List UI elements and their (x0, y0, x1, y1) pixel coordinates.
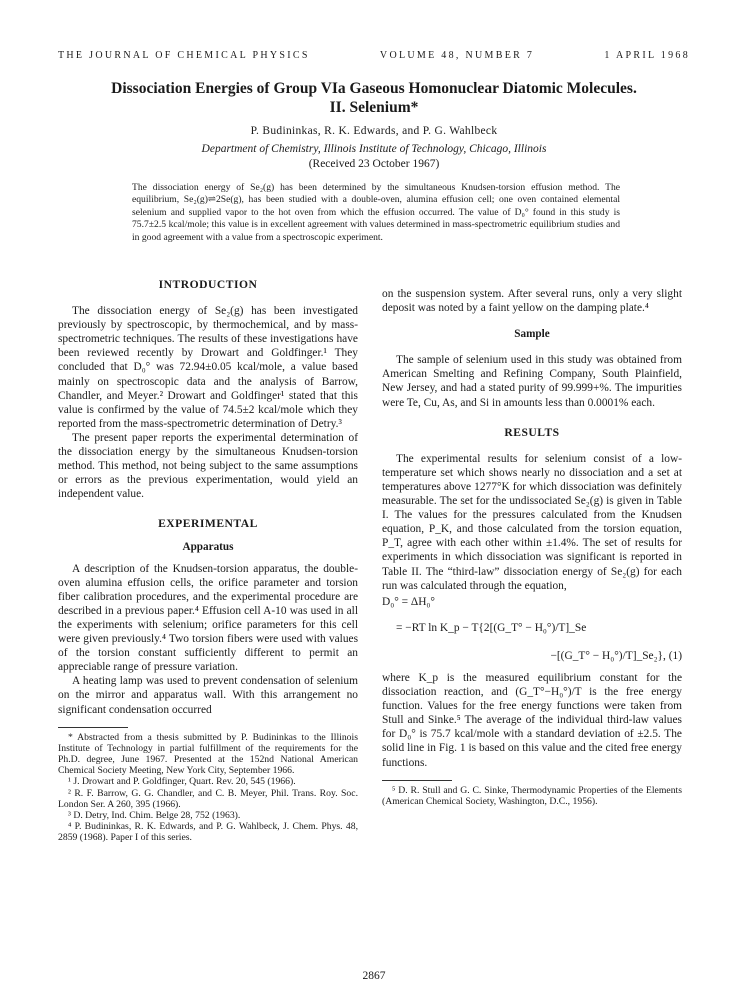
footnote-3: ³ D. Detry, Ind. Chim. Belge 28, 752 (1963). (68, 810, 241, 822)
equation-line-1: D₀° = ΔH₀° (382, 595, 435, 608)
left-column (58, 278, 358, 844)
apparatus-paragraph-1: A description of the Knudsen-torsion apparatus, the double-oven alumina effusion cells, the orifice parameter and torsion fiber calibration procedures, and the experimental procedure are described in a previous paper.⁴ Effusion cell A-10 was used in all the experiments with selenium; orifice parameters for this cell were given previously.⁴ Two torsion fibers were used with values of the torsion constant sufficiently different to permit an appreciable range of pressure variation. (58, 562, 358, 674)
footnote-rule-right (382, 780, 452, 781)
heading-introduction: INTRODUCTION (158, 278, 258, 291)
journal-name: THE JOURNAL OF CHEMICAL PHYSICS (58, 50, 310, 61)
results-paragraph-1: The experimental results for selenium consist of a low-temperature set which shows nearly no dissociation and a set at temperatures above 1277°K for which dissociation was definitely measurable. The set for the undissociated Se₂(g) is given in Table I. The values for the pressures calculated from the Knudsen equation, P_K, and those calculated from the torsion equation, P_T, agree with each other within ±1.4%. The set of results for experiments in which dissociation was significant is reported in Table II. The “third-law” dissociation energy of Se₂(g) for each run was calculated through the equation, (382, 452, 682, 592)
apparatus-paragraph-2: A heating lamp was used to prevent condensation of selenium on the mirror and apparatus wall. With this arrangement no significant condensation occurred (58, 675, 358, 716)
footnote-star: * Abstracted from a thesis submitted by P. Budininkas to the Illinois Institute of Technology in partial fulfillment of the requirements for the Ph.D. degree, June 1967. Presented at the 152nd National American Chemical Society Meeting, New York City, September 1966. (58, 731, 358, 777)
intro-paragraph-2: The present paper reports the experimental determination of the dissociation energy by the simultaneous Knudsen-torsion method. This method, not being subject to the same assumptions or errors as the previous experimentation, would yield an independent value. (58, 431, 358, 501)
title-line-2: II. Selenium* (329, 99, 419, 116)
abstract-text: The dissociation energy of Se₂(g) has been determined by the simultaneous Knudsen-torsion effusion method. The equilibrium, Se₂(g)⇌2Se(g), has been studied with a double-oven, alumina effusion cell; one oven contained elemental selenium and supplied vapor to the hot oven from which the effusion occurred. The value of D₀° found in this study is 75.7±2.5 kcal/mole; this value is in excellent agreement with values determined in mass-spectrometric equilibrium studies and in good agreement with a value from a spectroscopic experiment. (132, 182, 620, 243)
volume-issue: VOLUME 48, NUMBER 7 (379, 50, 535, 61)
footnotes-right (382, 785, 682, 807)
right-column (382, 287, 682, 807)
equation-line-3: −[(G_T° − H₀°)/T]_Se₂}, (1) (550, 649, 682, 662)
intro-paragraph-1: The dissociation energy of Se₂(g) has been investigated previously by spectroscopic, by thermochemical, and by mass-spectrometric techniques. The results of these investigations have been reviewed recently by Drowart and Goldfinger.¹ They concluded that D₀° was 72.94±0.05 kcal/mole, a value based mainly on spectroscopic data and the analysis of Barrow, Chandler, and Meyer.² Drowart and Goldfinger¹ stated that this value is confirmed by the value of 74.5±2 kcal/mole which they reported from the mass-spectrometric determination of Detry.³ (58, 305, 358, 430)
equation-line-2: = −RT ln K_p − T{2[(G_T° − H₀°)/T]_Se (396, 621, 587, 634)
abstract (132, 182, 620, 244)
equation-1 (382, 595, 682, 663)
author-list: P. Budininkas, R. K. Edwards, and P. G. Wahlbeck (250, 125, 498, 137)
heading-apparatus: Apparatus (182, 540, 234, 553)
footnote-4: ⁴ P. Budininkas, R. K. Edwards, and P. G. Wahlbeck, J. Chem. Phys. 48, 2859 (1968). Paper I of this series. (58, 821, 358, 844)
footnote-2: ² R. F. Barrow, G. G. Chandler, and C. B. Meyer, Phil. Trans. Roy. Soc. London Ser. A 260, 395 (1966). (58, 787, 358, 810)
running-head (58, 50, 690, 61)
footnote-1: ¹ J. Drowart and P. Goldfinger, Quart. Rev. 20, 545 (1966). (68, 776, 296, 788)
footnote-rule (58, 727, 128, 728)
sample-paragraph: The sample of selenium used in this study was obtained from American Smelting and Refining Company, South Plainfield, New Jersey, and had a stated purity of 99.999+%. The impurities were Te, Cu, As, and Si in amounts less than 0.0001% each. (382, 354, 682, 409)
paper-title (40, 79, 708, 117)
heading-experimental: EXPERIMENTAL (158, 517, 258, 531)
page-number: 2867 (362, 970, 386, 982)
affiliation: Department of Chemistry, Illinois Institute of Technology, Chicago, Illinois (201, 143, 547, 155)
footnote-5: ⁵ D. R. Stull and G. C. Sinke, Thermodynamic Properties of the Elements (American Chemical Society, Washington, D.C., 1956). (382, 784, 682, 807)
issue-date: 1 APRIL 1968 (604, 50, 690, 61)
heading-results: RESULTS (504, 425, 560, 439)
received-date: (Received 23 October 1967) (308, 158, 440, 170)
heading-sample: Sample (514, 328, 550, 341)
continued-paragraph: on the suspension system. After several runs, only a very slight deposit was noted by a faint yellow on the damping plate.⁴ (382, 288, 682, 315)
results-paragraph-2: where K_p is the measured equilibrium constant for the dissociation reaction, and (G_T°−H₀°)/T is the free energy function. Values for the free energy functions were taken from Stull and Sinke.⁵ The average of the individual third-law values for D₀° is 75.7 kcal/mole with a standard deviation of ±2.5. The solid line in Fig. 1 is based on this value and the cited free energy functions. (382, 671, 682, 769)
title-line-1: Dissociation Energies of Group VIa Gaseous Homonuclear Diatomic Molecules. (111, 80, 637, 97)
footnotes-left (58, 732, 358, 844)
